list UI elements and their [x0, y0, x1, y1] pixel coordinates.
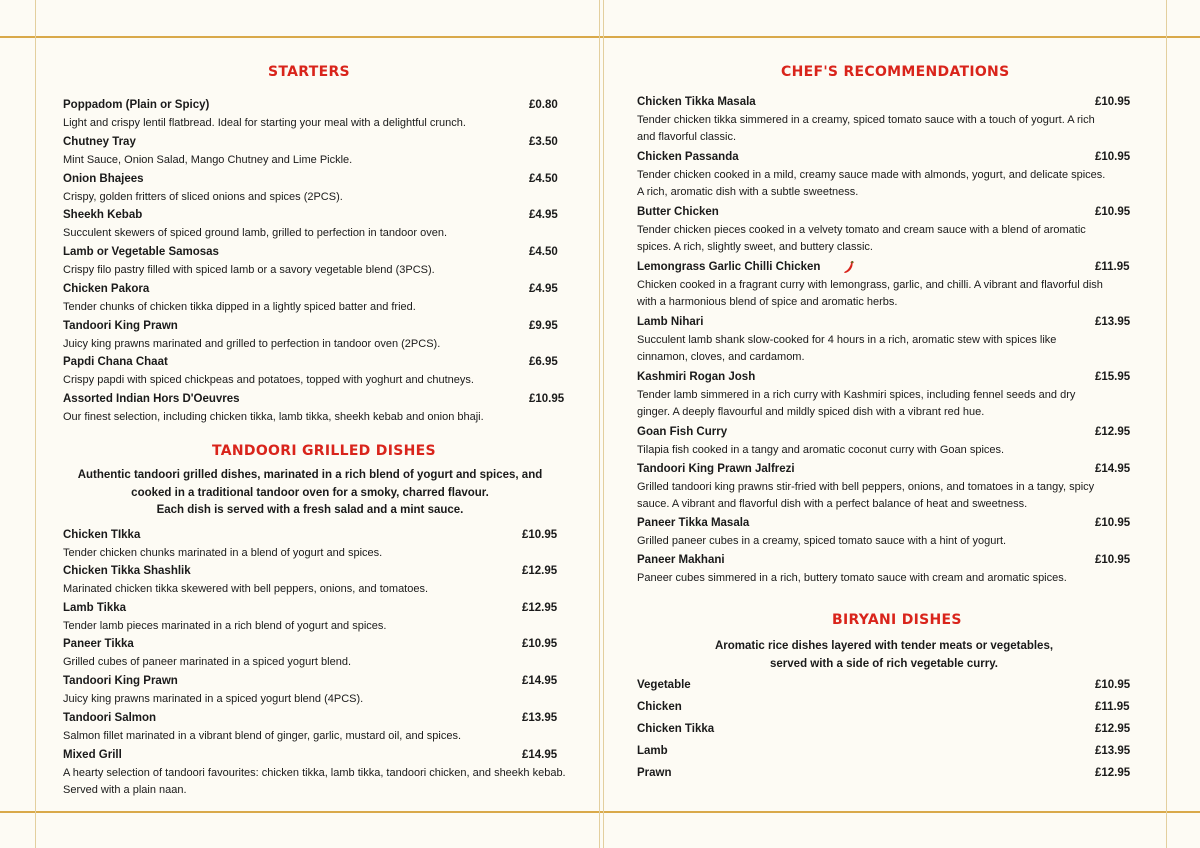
menu-item-price: £12.95 — [1095, 723, 1131, 735]
menu-item-description: Grilled cubes of paneer marinated in a spiced yogurt blend. — [63, 656, 352, 668]
menu-item-price: £9.95 — [529, 320, 558, 332]
biryani-intro-line: Aromatic rice dishes layered with tender meats or vegetables, — [714, 640, 1054, 652]
menu-item-name: Lamb or Vegetable Samosas — [63, 246, 219, 258]
biryani-intro — [634, 638, 1134, 673]
menu-item-name: Chicken Tikka Shashlik — [63, 565, 191, 577]
menu-item-name: Assorted Indian Hors D'Oeuvres — [63, 393, 240, 405]
menu-item-description: Marinated chicken tikka skewered with bell peppers, onions, and tomatoes. — [63, 583, 429, 595]
menu-item-name: Onion Bhajees — [63, 173, 144, 185]
menu-item-description: Tender chicken pieces cooked in a velvety tomato and cream sauce with a blend of aromatic spices. A rich, slightly sweet, and buttery classic. — [637, 224, 1086, 253]
menu-item-price: £10.95 — [1095, 679, 1131, 691]
menu-item-price: £0.80 — [529, 99, 558, 111]
menu-item-name: Chicken Tikka Masala — [637, 96, 756, 108]
menu-item-name: Chutney Tray — [63, 136, 136, 148]
menu-item-price: £14.95 — [1095, 463, 1131, 475]
menu-item-name: Poppadom (Plain or Spicy) — [63, 99, 210, 111]
menu-item-description: A hearty selection of tandoori favourites: chicken tikka, lamb tikka, tandoori chicken, and sheekh kebab. Served with a plain naan. — [63, 767, 566, 796]
menu-item-name: Tandoori King Prawn Jalfrezi — [637, 463, 795, 475]
menu-item-description: Crispy, golden fritters of sliced onions and spices (2PCS). — [63, 191, 343, 203]
menu-item-name: Tandoori Salmon — [63, 712, 157, 724]
menu-item-description: Tender chicken tikka simmered in a creamy, spiced tomato sauce with a touch of yogurt. A rich and flavorful classic. — [637, 114, 1095, 143]
right-margin-rule — [1166, 0, 1167, 848]
menu-item-price: £3.50 — [529, 136, 558, 148]
menu-item-price: £6.95 — [529, 356, 558, 368]
menu-item-name: Chicken — [637, 701, 682, 713]
center-fold-left-rule — [599, 0, 600, 848]
menu-item-name: Lamb — [637, 745, 668, 757]
menu-item-name: Lemongrass Garlic Chilli Chicken — [637, 261, 821, 273]
menu-item-name: Lamb Tikka — [63, 602, 127, 614]
menu-item-name: Chicken Passanda — [637, 151, 739, 163]
starters-heading: STARTERS — [268, 64, 350, 80]
center-fold-right-rule — [603, 0, 604, 848]
menu-item-price: £10.95 — [529, 393, 565, 405]
menu-item-name: Kashmiri Rogan Josh — [637, 371, 756, 383]
menu-item-description: Tender lamb simmered in a rich curry with Kashmiri spices, including fennel seeds and dry ginger. A deeply flavourful and mildly spiced dish with a vibrant red hue. — [637, 389, 1076, 418]
menu-item-price: £13.95 — [522, 712, 558, 724]
menu-item-description: Tilapia fish cooked in a tangy and aromatic coconut curry with Goan spices. — [637, 444, 1005, 456]
menu-item-name: Chicken Pakora — [63, 283, 150, 295]
menu-item-price: £4.95 — [529, 283, 558, 295]
menu-item-price: £12.95 — [522, 565, 558, 577]
biryani-heading: BIRYANI DISHES — [832, 612, 962, 628]
menu-item-name: Chicken TIkka — [63, 529, 141, 541]
tandoori-intro-line: Each dish is served with a fresh salad and a mint sauce. — [156, 504, 464, 516]
menu-item-price: £14.95 — [522, 675, 558, 687]
menu-item-description: Tender chicken chunks marinated in a blend of yogurt and spices. — [63, 547, 383, 559]
menu-item-name: Tandoori King Prawn — [63, 675, 178, 687]
menu-item-price: £10.95 — [1095, 206, 1131, 218]
biryani-intro-line: served with a side of rich vegetable curry. — [770, 657, 998, 670]
menu-item-description: Salmon fillet marinated in a vibrant blend of ginger, garlic, mustard oil, and spices. — [63, 730, 462, 742]
menu-item-price: £4.50 — [529, 246, 558, 258]
menu-item-price: £4.50 — [529, 173, 558, 185]
menu-item-name: Butter Chicken — [637, 206, 719, 218]
menu-item-description: Juicy king prawns marinated and grilled to perfection in tandoor oven (2PCS). — [63, 338, 441, 350]
menu-item-name: Mixed Grill — [63, 749, 122, 761]
menu-item-description: Crispy papdi with spiced chickpeas and potatoes, topped with yoghurt and chutneys. — [63, 374, 474, 386]
menu-item-name: Goan Fish Curry — [637, 426, 728, 438]
menu-item-price: £12.95 — [1095, 426, 1131, 438]
menu-item-description: Light and crispy lentil flatbread. Ideal for starting your meal with a delightful crunch. — [63, 117, 466, 129]
menu-item-price: £11.95 — [1095, 261, 1130, 273]
menu-item-price: £11.95 — [1095, 701, 1130, 713]
menu-item-price: £10.95 — [1095, 96, 1131, 108]
menu-item-name: Sheekh Kebab — [63, 209, 143, 221]
tandoori-heading: TANDOORI GRILLED DISHES — [212, 443, 436, 459]
left-margin-rule — [35, 0, 36, 848]
menu-item-name: Vegetable — [637, 679, 691, 691]
menu-item-price: £12.95 — [1095, 767, 1131, 779]
menu-item-price: £13.95 — [1095, 745, 1131, 757]
menu-item-description: Succulent lamb shank slow-cooked for 4 hours in a rich, aromatic stew with spices like cinnamon, cloves, and cardamom. — [637, 334, 1057, 363]
menu-item-name: Paneer Tikka — [63, 638, 134, 650]
menu-item-description: Our finest selection, including chicken tikka, lamb tikka, sheekh kebab and onion bhaji. — [63, 411, 484, 423]
menu-item-price: £10.95 — [522, 529, 558, 541]
tandoori-intro-line: Authentic tandoori grilled dishes, marinated in a rich blend of yogurt and spices, and — [77, 469, 543, 481]
menu-item-name: Lamb Nihari — [637, 316, 704, 328]
menu-item-description: Tender chicken cooked in a mild, creamy sauce made with almonds, yogurt, and delicate spices. A rich, aromatic dish with a subtle sweetness. — [637, 169, 1106, 198]
menu-item-name: Chicken Tikka — [637, 723, 715, 735]
tandoori-intro-line: cooked in a traditional tandoor oven for a smoky, charred flavour. — [131, 486, 489, 499]
menu-item-price: £10.95 — [1095, 554, 1131, 566]
menu-item-description: Mint Sauce, Onion Salad, Mango Chutney and Lime Pickle. — [63, 154, 353, 166]
tandoori-intro — [60, 467, 560, 520]
menu-item-description: Paneer cubes simmered in a rich, buttery tomato sauce with cream and aromatic spices. — [637, 572, 1067, 584]
menu-item-name: Tandoori King Prawn — [63, 320, 178, 332]
menu-item-description: Juicy king prawns marinated in a spiced yogurt blend (4PCS). — [63, 693, 364, 705]
menu-item-description: Grilled paneer cubes in a creamy, spiced tomato sauce with a hint of yogurt. — [637, 535, 1007, 547]
menu-item-price: £13.95 — [1095, 316, 1131, 328]
menu-item-description: Grilled tandoori king prawns stir-fried with bell peppers, onions, and tomatoes in a tangy, spicy sauce. A vibrant and flavorful dish with a perfect balance of heat and sweetness. — [637, 481, 1095, 510]
menu-item-description: Crispy filo pastry filled with spiced lamb or a savory vegetable blend (3PCS). — [63, 264, 435, 276]
menu-item-price: £12.95 — [522, 602, 558, 614]
menu-item-price: £10.95 — [522, 638, 558, 650]
menu-item-description: Succulent skewers of spiced ground lamb, grilled to perfection in tandoor oven. — [63, 227, 447, 239]
bottom-rule — [0, 811, 1200, 813]
menu-item-price: £10.95 — [1095, 151, 1131, 163]
menu-item-name: Papdi Chana Chaat — [63, 356, 168, 368]
menu-item-name: Paneer Makhani — [637, 554, 725, 566]
menu-item-price: £10.95 — [1095, 517, 1131, 529]
menu-item-price: £14.95 — [522, 749, 558, 761]
top-rule — [0, 36, 1200, 38]
menu-item-description: Tender chunks of chicken tikka dipped in a lightly spiced batter and fried. — [63, 301, 416, 313]
menu-item-description: Tender lamb pieces marinated in a rich blend of yogurt and spices. — [63, 620, 387, 632]
menu-item-name: Paneer Tikka Masala — [637, 517, 750, 529]
menu-item-description: Chicken cooked in a fragrant curry with lemongrass, garlic, and chilli. A vibrant and flavorful dish with a harmonious blend of spice and aromatic herbs. — [637, 279, 1103, 308]
menu-item-name: Prawn — [637, 767, 672, 779]
menu-item-price: £4.95 — [529, 209, 558, 221]
chefs-heading: CHEF'S RECOMMENDATIONS — [781, 64, 1010, 80]
menu-item-price: £15.95 — [1095, 371, 1131, 383]
